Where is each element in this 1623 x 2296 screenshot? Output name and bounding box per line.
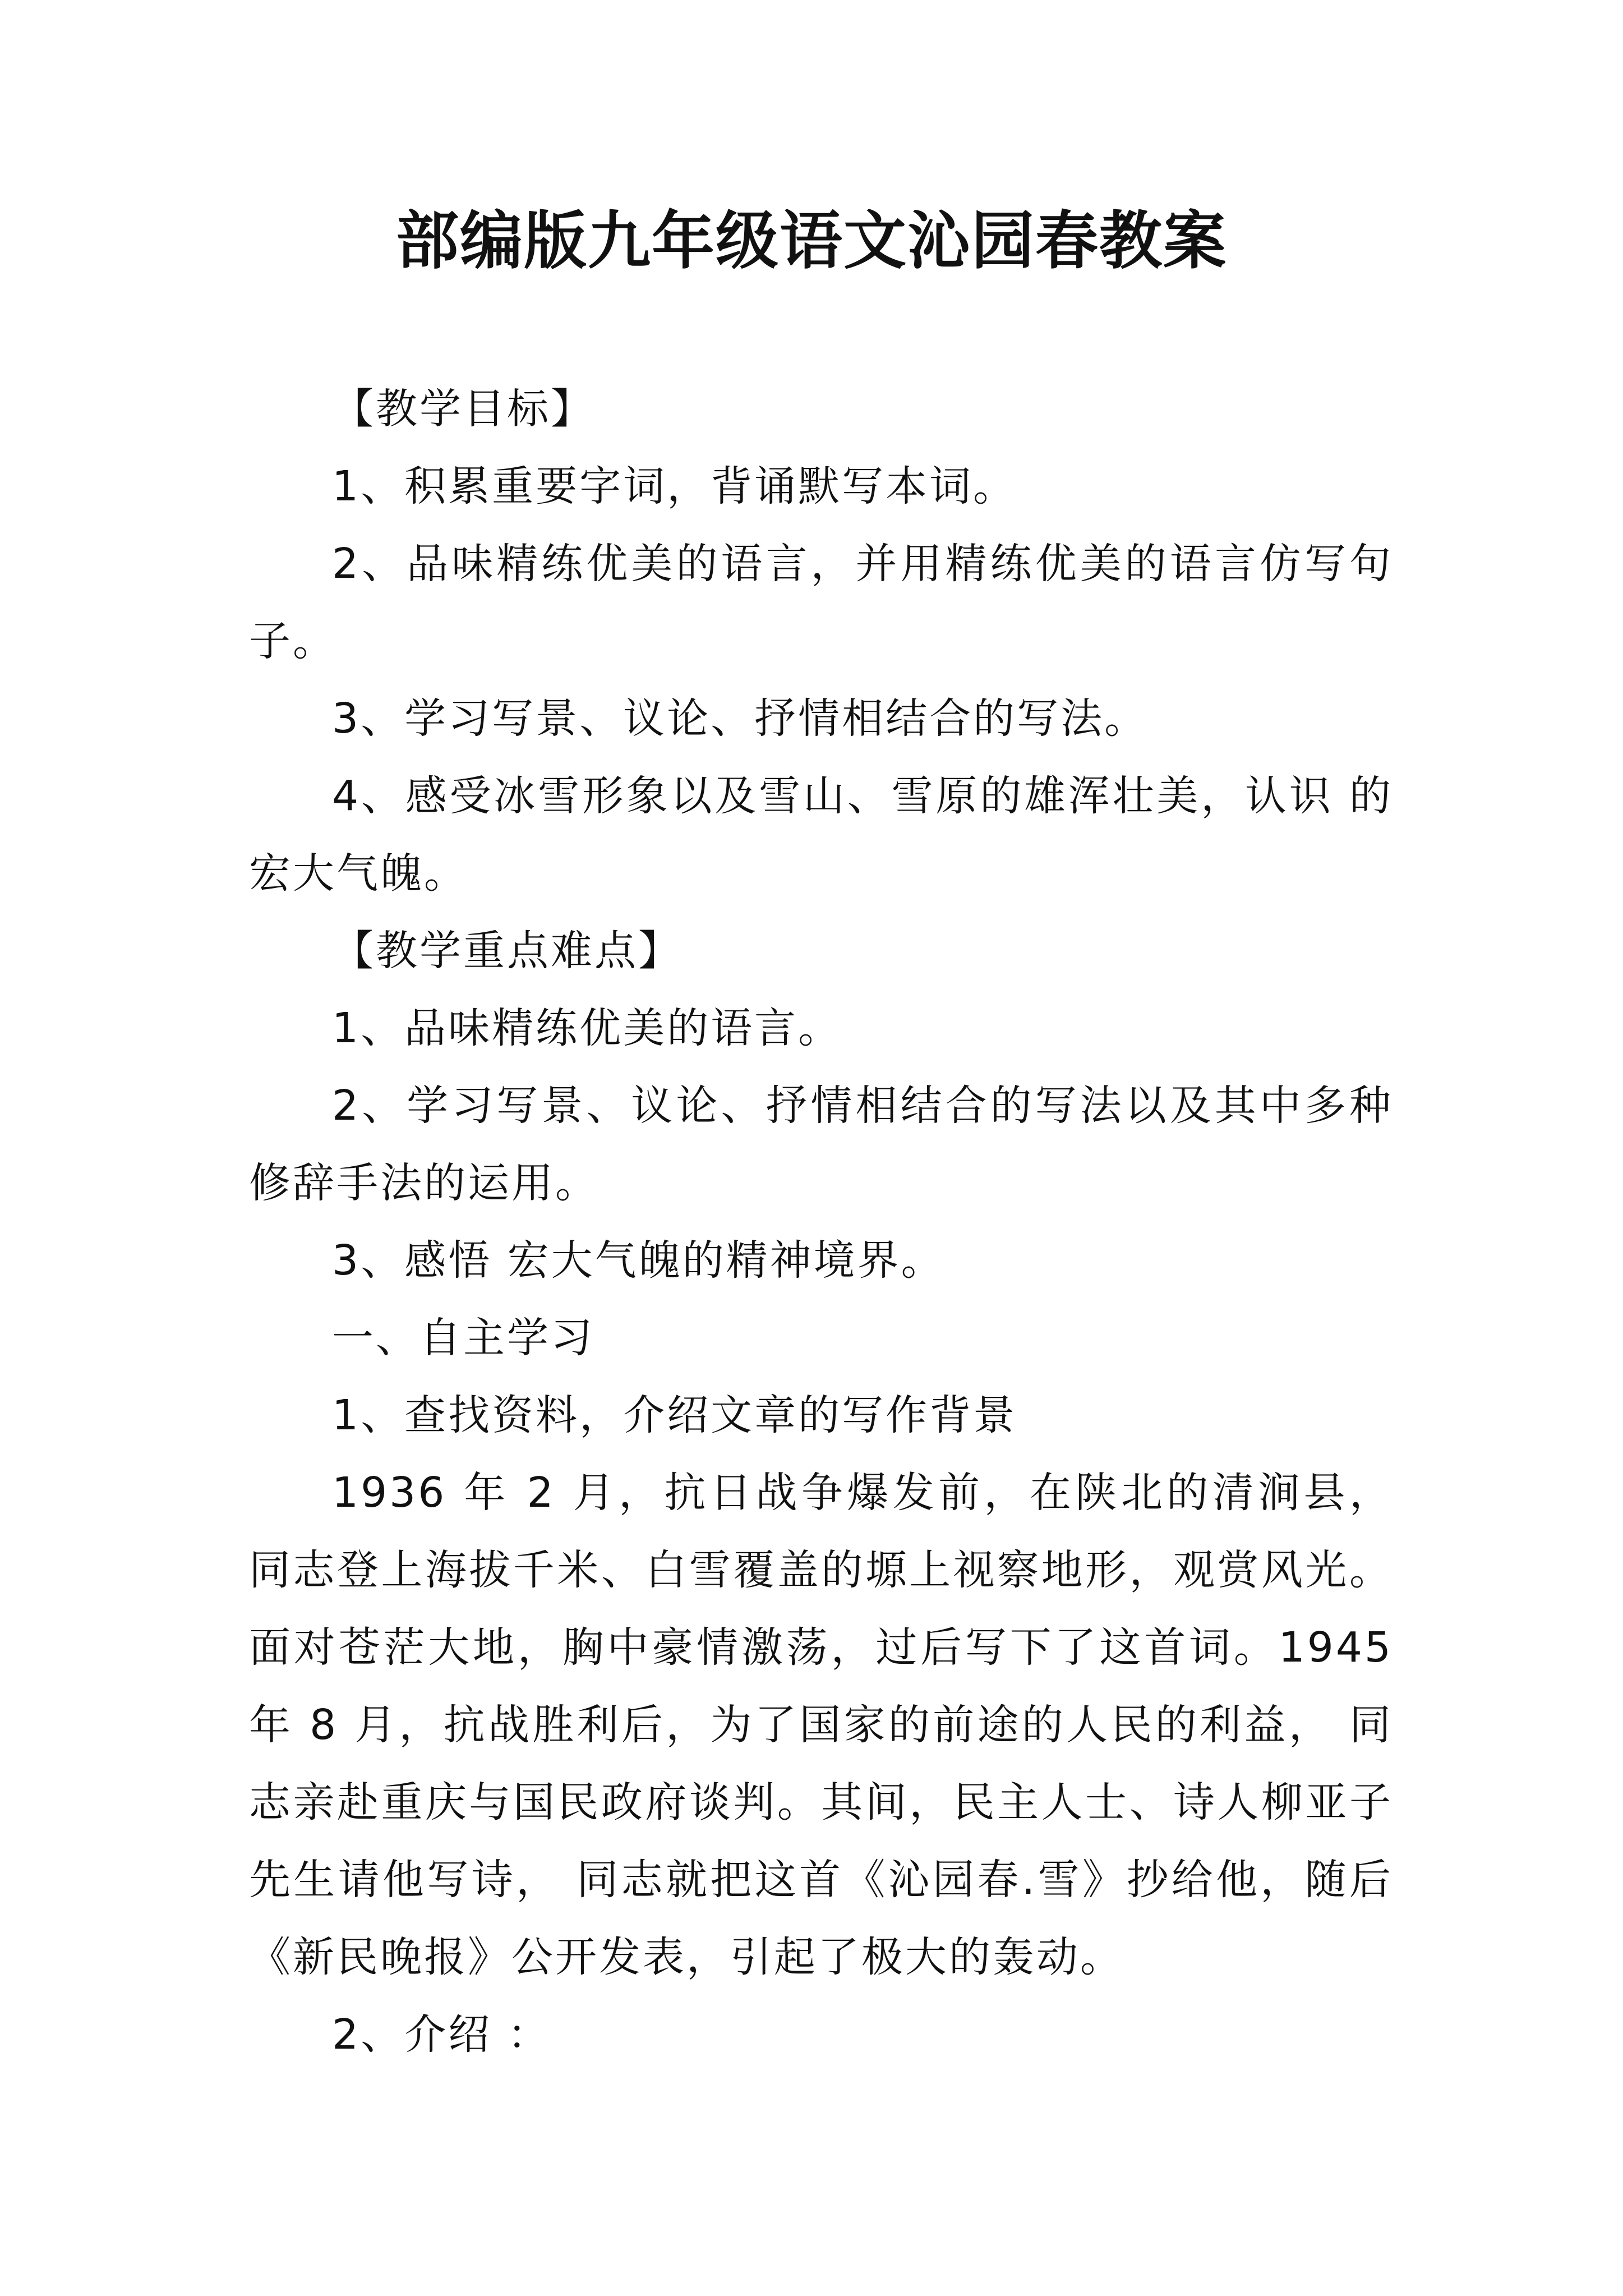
objective-item-4: 4、感受冰雪形象以及雪山、雪原的雄浑壮美，认识 的宏大气魄。	[249, 772, 1393, 898]
section-heading-key-points: 【教学重点难点】	[332, 927, 682, 975]
document-title: 部编版九年级语文沁园春教案	[396, 204, 1227, 278]
objective-item-3: 3、学习写景、议论、抒情相结合的写法。	[332, 694, 1149, 743]
section-heading-teaching-objectives: 【教学目标】	[332, 385, 594, 433]
objective-item-2: 2、品味精练优美的语言，并用精练优美的语言仿写句子。	[249, 540, 1393, 665]
objective-item-1: 1、积累重要字词，背诵默写本词。	[332, 462, 1017, 510]
background-paragraph: 1936 年 2 月，抗日战争爆发前，在陕北的清涧县， 同志登上海拔千米、白雪覆盖的塬上视察地形，观赏风光。面对苍茫大地，胸中豪情激荡，过后写下了这首词。1945 年 8 月，抗战胜利后，为了国家的前途的人民的利益， 同志亲赴重庆与国民政府谈判。其间，民主人士、诗人柳亚子先生请他写诗， 同志就把这首《沁园春.雪》抄给他，随后《新民晚报》公开发表，引起了极大的轰动。	[249, 1469, 1393, 1981]
self-study-item-1: 1、查找资料，介绍文章的写作背景	[332, 1391, 1017, 1439]
document-body	[249, 370, 1393, 2073]
key-point-item-3: 3、感悟 宏大气魄的精神境界。	[332, 1236, 945, 1285]
self-study-item-2: 2、介绍 ：	[332, 2010, 551, 2059]
key-point-item-1: 1、品味精练优美的语言。	[332, 1004, 842, 1052]
section-heading-self-study: 一、自主学习	[332, 1314, 594, 1362]
key-point-item-2: 2、学习写景、议论、抒情相结合的写法以及其中多种修辞手法的运用。	[249, 1082, 1393, 1207]
